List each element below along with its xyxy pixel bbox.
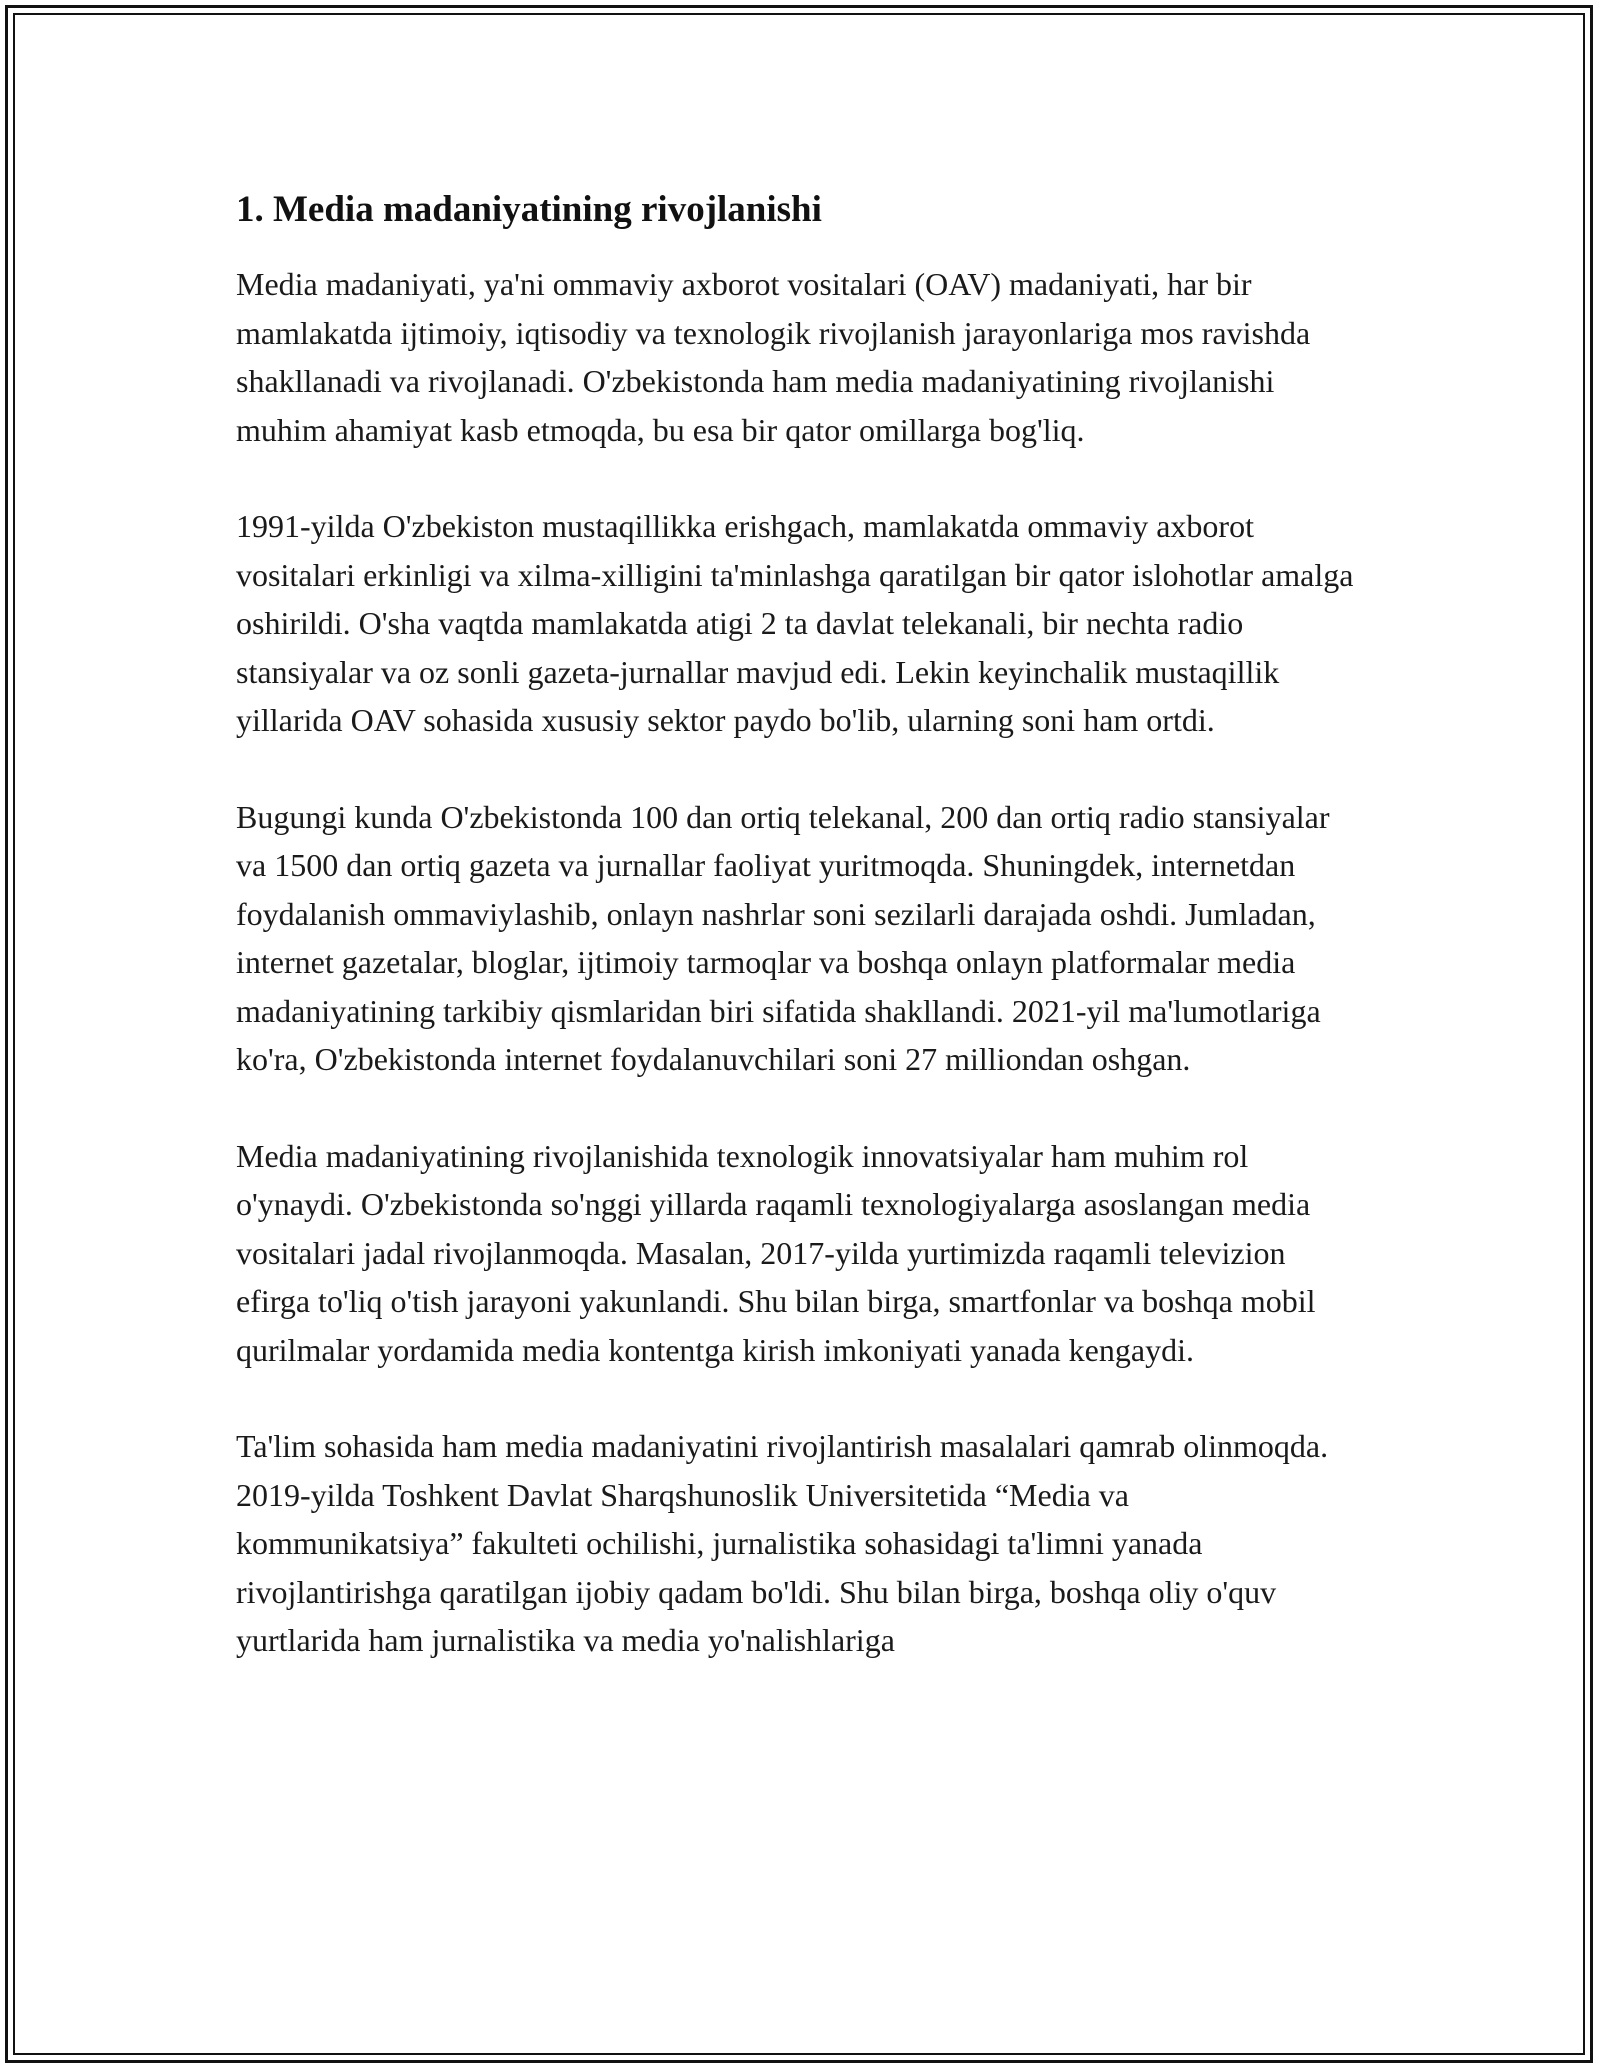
paragraph-technological-innovation: Media madaniyatining rivojlanishida texnologik innovatsiyalar ham muhim rol o'ynaydi. O'zbekistonda so'nggi yillarda raqamli texnologiyalarga asoslangan media vositalari jadal rivojlanmoqda. Masalan, 2017-yilda yurtimizda raqamli televizion efirga to'liq o'tish jarayoni yakunlandi. Shu bilan birga, smartfonlar va boshqa mobil qurilmalar yordamida media kontentga kirish imkoniyati yanada kengaydi. [236,1137,1316,1368]
paragraph-education: Ta'lim sohasida ham media madaniyatini rivojlantirish masalalari qamrab olinmoqda. 2019-yilda Toshkent Davlat Sharqshunoslik Universitetida “Media va kommunikatsiya” fakulteti ochilishi, jurnalistika sohasidagi ta'limni yanada rivojlantirishga qaratilgan ijobiy qadam bo'ldi. Shu bilan birga, boshqa oliy o'quv yurtlarida ham jurnalistika va media yo'nalishlariga [236,1428,1329,1658]
document-body [236,186,1356,1713]
paragraph-media-culture-intro: Media madaniyati, ya'ni ommaviy axborot vositalari (OAV) madaniyati, har bir mamlakatda ijtimoiy, iqtisodiy va texnologik rivojlanish jarayonlariga mos ravishda shakllanadi va rivojlanadi. O'zbekistonda ham media madaniyatining rivojlanishi muhim ahamiyat kasb etmoqda, bu esa bir qator omillarga bog'liq. [236,266,1311,448]
paragraph-media-statistics: Bugungi kunda O'zbekistonda 100 dan ortiq telekanal, 200 dan ortiq radio stansiyalar va 1500 dan ortiq gazeta va jurnallar faoliyat yuritmoqda. Shuningdek, internetdan foydalanish ommaviylashib, onlayn nashrlar soni sezilarli darajada oshdi. Jumladan, internet gazetalar, bloglar, ijtimoiy tarmoqlar va boshqa onlayn platformalar media madaniyatining tarkibiy qismlaridan biri sifatida shakllandi. 2021-yil ma'lumotlariga ko'ra, O'zbekistonda internet foydalanuvchilari soni 27 milliondan oshgan. [236,798,1330,1077]
paragraph-independence-reforms: 1991-yilda O'zbekiston mustaqillikka erishgach, mamlakatda ommaviy axborot vositalari erkinligi va xilma-xilligini ta'minlashga qaratilgan bir qator islohotlar amalga oshirildi. O'sha vaqtda mamlakatda atigi 2 ta davlat telekanali, bir nechta radio stansiyalar va oz sonli gazeta-jurnallar mavjud edi. Lekin keyinchalik mustaqillik yillarida OAV sohasida xususiy sektor paydo bo'lib, ularning soni ham ortdi. [236,508,1354,738]
section-heading: 1. Media madaniyatining rivojlanishi [236,189,822,230]
